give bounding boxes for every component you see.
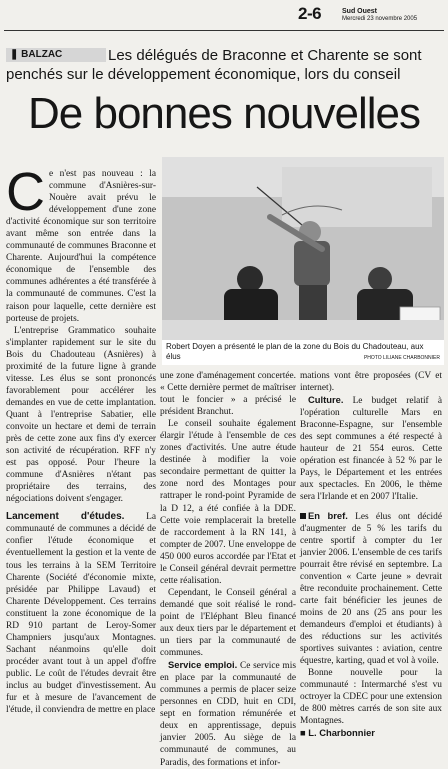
headline: De bonnes nouvelles [28, 89, 420, 138]
section-bref [300, 510, 442, 668]
page-number: 2-6 [298, 4, 322, 23]
col3-paragraph-last: Bonne nouvelle pour la communauté : Intermarché s'est vu octroyer la CDEC pour une extension de 800 mètres carrés de son site aux Montagnes. [300, 668, 442, 727]
section-emploi [160, 659, 296, 768]
article-column-1 [6, 162, 156, 760]
section-text-emploi: Ce service mis en place par la communauté de communes a permis de placer seize personnes en CDD, huit en CDI, sept en formation rémunérée et deux en apprentissage, depuis janvier 2005. Au siège de la communauté de communes, au Paradis, des formations et infor- [160, 661, 296, 768]
lead-text: e n'est pas nouveau : la commune d'Asnières-sur-Nouère avait prévu le développement d'une zone d'activité économique sur son territoire avant même son entrée dans la communauté de communes Braconne et Charente. Aujourd'hui la compétence économique de l'ensemble des communes adhérentes a été transférée à la communauté de communes. C'est la raison pour laquelle, cette dernière est porteuse de projets. [6, 169, 156, 324]
col2-paragraph-3: Cependant, le Conseil général a demandé que soit réalisé le rond-point de l'Eléphant Bleu financé aux deux tiers par le département et un tiers par la communauté de communes. [160, 587, 296, 659]
col2-paragraph-2: Le conseil souhaite également élargir l'étude à l'ensemble de ces zones d'activités. Une autre étude destinée à modifier la voie secondaire permettant de quitter la zone nord des Montages pour rattraper le rond-point Pyramide de la D 12, a été confiée à la DDE. Cette voie remplacerait la bretelle de raccordement à la RN 141, à compter de 2007. Une enveloppe de 450 000 euros accordée par l'Etat et le Conseil général devrait permettre cette réalisation. [160, 419, 296, 586]
square-bullet-icon [300, 513, 306, 519]
photo-credit: PHOTO LILIANE CHARBONNIER [363, 355, 440, 361]
article-column-3 [300, 370, 442, 760]
photo-caption [162, 340, 444, 365]
signature-square-icon: ■ [300, 727, 309, 739]
header-rule [4, 30, 444, 31]
col3-paragraph-1: mations vont être proposées (CV et internet). [300, 371, 442, 394]
drop-cap: C [6, 162, 45, 222]
section-text-culture: Le budget relatif à l'opération culturelle Mars en Braconne-Espagne, sur l'ensemble des sept communes a été respecté à hauteur de 21 554 euros. Cette opération est financée à 52 % par le Pays, le Département et les entrées aux spectacles. En 2006, le thème sera l'Irlande et en 2007 l'Italie. [300, 396, 442, 503]
section-text-bref: Les élus ont décidé d'augmenter de 5 % les tarifs du centre sportif à compter du 1er janvier 2006. L'ensemble de ces tarifs pourrait être révisé en septembre. La convention « Carte jeune » devrait être reconduite prochainement. Cette carte fait bénéficier les jeunes de moins de 20 ans (25 ans pour les demandeurs d'emploi et étudiants) à des réductions sur les activités sportives suivantes : aviation, centre équestre, karting, quad et vol à voile. [300, 511, 442, 667]
section-title-lancement: Lancement d'études. [6, 511, 125, 523]
section-text-lancement: La communauté de communes a décidé de confier l'étude économique et éventuellement la gestion et la vente de tous les terrains à la SEM Territoire Charente (Société d'économie mixte, présidée par Philippe Lavaud) et Charente Développement. Ces terrains constituent la zone économique de la RD 910 partant de Leroy-Somer Champniers jusqu'aux Montagnes. Sachant néanmoins qu'elle doit procéder avant tout à un appel d'offre public. Le coût de l'études devrait être inclus au budget d'investissement. Au fur et à mesure de l'avancement de l'étude, il conviendra de mettre en place [6, 512, 156, 716]
newspaper-name: Sud Ouest [342, 8, 378, 15]
col2-paragraph-1: une zone d'aménagement concertée. « Cette dernière permet de maîtriser tout le foncier » a précisé le président Branchut. [160, 371, 296, 418]
article-column-2 [160, 370, 296, 768]
standfirst: Les délégués de Braconne et Charente se sont penchés sur le développement économique, lors du conseil [6, 47, 422, 83]
section-lancement [6, 511, 156, 716]
lead-paragraph [6, 162, 156, 325]
kicker-label: BALZAC [21, 49, 63, 60]
section-title-emploi: Service emploi. [168, 659, 238, 671]
article-photo [162, 157, 444, 340]
section-title-culture: Culture. [308, 394, 344, 406]
section-culture [300, 394, 442, 503]
caption-text: Robert Doyen a présenté le plan de la zone du Bois du Chadouteau, aux élus [166, 342, 424, 361]
paragraph-2: L'entreprise Grammatico souhaite s'implanter rapidement sur le site du Bois du Chadouteau (Asnières) à proximité de la future ligne à grande vitesse. Les élus se sont prononcés favorablement pour accélérer les demandes en vue de cette implantation. Quant à l'entreprise Sabatier, elle convoite un hectare et demi de terrain près de cette zone aux fins d'y exercer son activité de récupération. RFF n'y est pas opposé. Pour l'heure la commune d'Asnières n'étant pas propriétaire des terrains, des négociations doivent s'engager. [6, 325, 156, 505]
author-signature [300, 727, 442, 739]
signature-text: L. Charbonnier [308, 727, 375, 739]
section-kicker [6, 48, 106, 62]
publication-date: Mercredi 23 novembre 2005 [342, 16, 418, 22]
kicker-marker-icon: ❚ [10, 49, 22, 60]
photo-illustration [162, 157, 444, 340]
section-title-bref: En bref. [308, 509, 348, 521]
